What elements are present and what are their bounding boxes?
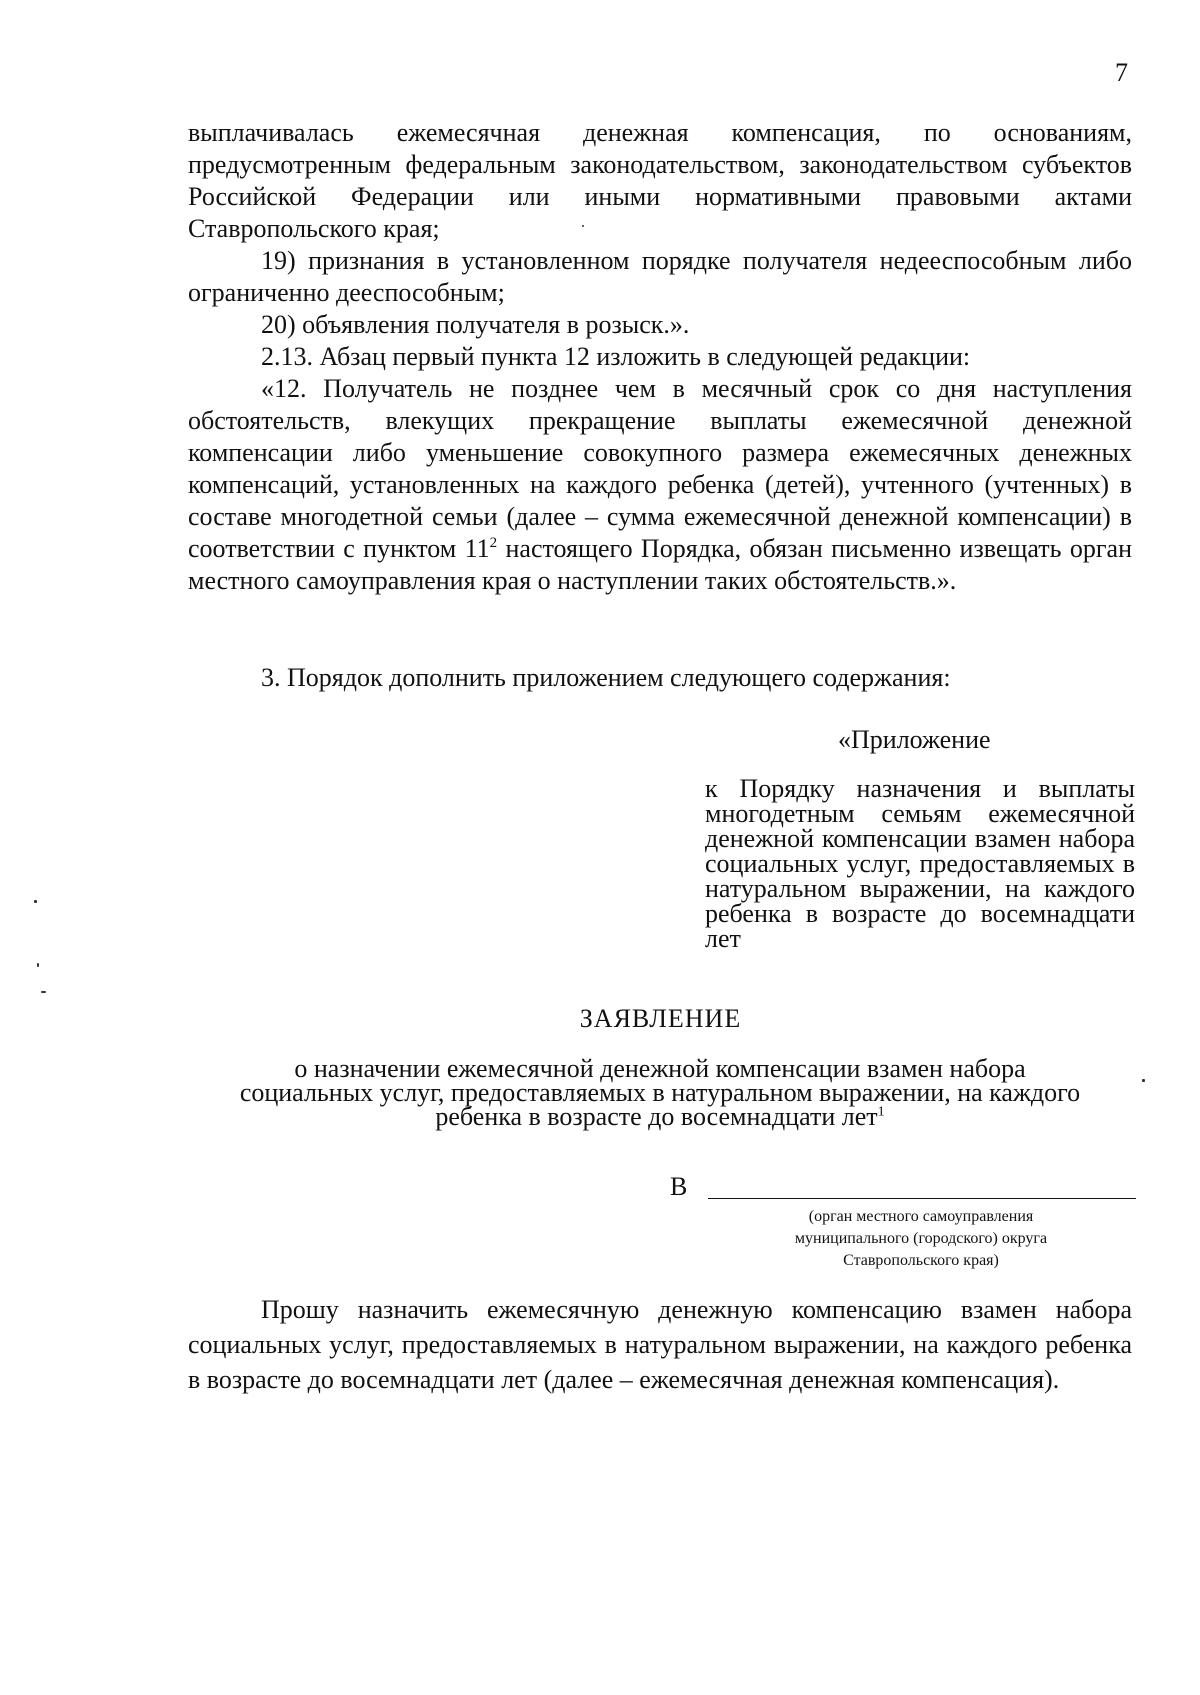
annex-reference: к Порядку назначения и выплаты многодетным семьям ежемесячной денежной компенсации взамен набора социальных услуг, предоставляемых в натуральном выражении, на каждого ребенка в возрасте до восемнадцати лет (705, 774, 1135, 953)
addressee-blank-line (708, 1198, 1136, 1199)
scan-speck (34, 900, 37, 903)
scan-speck (1142, 1079, 1145, 1082)
page-number: 7 (1115, 58, 1128, 87)
request-block (188, 1292, 1132, 1397)
addressee-caption-line-1: (орган местного самоуправления (808, 1208, 1034, 1225)
addressee-field (670, 1172, 1136, 1202)
paragraph-item-20: 20) объявления получателя в розыск.». (261, 310, 690, 339)
form-subtitle-line-2: социальных услуг, предоставляемых в натуральном выражении, на каждого (239, 1078, 1081, 1107)
paragraph-item-19: 19) признания в установленном порядке получателя недееспособным либо ограниченно дееспособным; (188, 246, 1132, 307)
form-subtitle-line-3 (188, 1102, 1132, 1131)
paragraph-continuation: выплачивалась ежемесячная денежная компенсация, по основаниям, предусмотренным федеральным законодательством, законодательством субъектов Российской Федерации или иными нормативными правовыми актами Ставропольского края; (188, 118, 1132, 243)
body-text-block (188, 117, 1132, 597)
form-subtitle-line-3-text: ребенка в возрасте до восемнадцати лет (435, 1102, 878, 1131)
addressee-caption (706, 1206, 1136, 1272)
paragraph-item-3: 3. Порядок дополнить приложением следующего содержания: (261, 663, 951, 692)
item-3-block (188, 662, 1132, 694)
form-subtitle-line-1: о назначении ежемесячной денежной компенсации взамен набора (294, 1054, 1026, 1083)
annex-heading: «Приложение (838, 725, 991, 754)
paragraph-item-12-part-2: настоящего Порядка, обязан письменно извещать орган местного самоуправления края о наступлении таких обстоятельств.». (188, 534, 1132, 595)
footnote-marker: 1 (877, 1104, 885, 1120)
paragraph-item-12 (188, 373, 1132, 597)
scan-speck (37, 963, 39, 967)
scan-speck (41, 991, 46, 993)
form-title: ЗАЯВЛЕНИЕ (579, 1004, 742, 1033)
paragraph-2-13: 2.13. Абзац первый пункта 12 изложить в следующей редакции: (261, 342, 971, 371)
scan-speck (582, 225, 584, 227)
addressee-caption-line-2: муниципального (городского) округа (794, 1230, 1048, 1247)
form-subtitle (188, 1054, 1132, 1131)
paragraph-item-12-part-1: «12. Получатель не позднее чем в месячный срок со дня наступления обстоятельств, влекущих прекращение выплаты ежемесячной денежной компенсации либо уменьшение совокупного размера ежемесячных денежных компенсаций, установленных на каждого ребенка (детей), учтенного (учтенных) в составе многодетной семьи (далее – сумма ежемесячной денежной компенсации) в соответствии с пунктом 11 (188, 374, 1132, 563)
addressee-prefix: В (670, 1172, 688, 1201)
addressee-caption-line-3: Ставропольского края) (843, 1252, 999, 1269)
superscript-2: 2 (489, 535, 498, 551)
request-paragraph: Прошу назначить ежемесячную денежную компенсацию взамен набора социальных услуг, предоставляемых в натуральном выражении, на каждого ребенка в возрасте до восемнадцати лет (далее – ежемесячная денежная компенсация). (188, 1295, 1132, 1394)
